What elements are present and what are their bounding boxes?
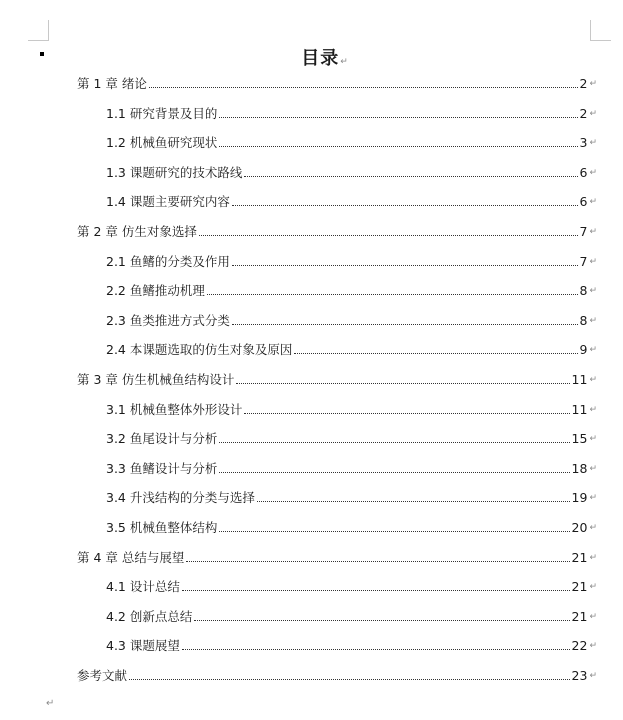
toc-entry-title: 2.3 鱼类推进方式分类	[106, 312, 230, 328]
return-mark-icon: ↵	[589, 375, 597, 385]
toc-dot-leader	[219, 442, 569, 443]
toc-entry[interactable]	[106, 192, 597, 210]
toc-entry-title: 1.3 课题研究的技术路线	[106, 164, 243, 180]
toc-entry-title: 2.2 鱼鳍推动机理	[106, 283, 205, 299]
toc-dot-leader	[244, 176, 577, 177]
toc-dot-leader	[182, 590, 570, 591]
toc-entry[interactable]	[77, 370, 597, 388]
return-mark-icon: ↵	[589, 404, 597, 415]
return-mark-icon: ↵	[589, 167, 597, 178]
toc-entry-title: 第 2 章 仿生对象选择	[77, 224, 197, 239]
return-mark-icon: ↵	[589, 108, 597, 119]
toc-entry-page-number: 2	[579, 76, 588, 91]
return-mark-icon: ↵	[589, 552, 597, 563]
toc-dot-leader	[219, 146, 577, 147]
toc-entry-title: 2.4 本课题选取的仿生对象及原因	[106, 342, 293, 358]
return-mark-icon: ↵	[589, 286, 597, 297]
toc-entry-page-number: 3	[579, 135, 588, 151]
return-mark-icon: ↵	[589, 227, 597, 237]
toc-dot-leader	[199, 235, 578, 236]
return-mark-icon: ↵	[340, 57, 349, 67]
toc-entry-page-number: 2	[579, 105, 588, 121]
toc-dot-leader	[219, 472, 569, 473]
toc-entry-page-number: 7	[579, 253, 588, 269]
toc-entry-page-number: 6	[579, 164, 588, 180]
toc-dot-leader	[186, 561, 569, 562]
toc-entry-title: 3.3 鱼鳍设计与分析	[106, 460, 218, 476]
toc-entry-title: 1.1 研究背景及目的	[106, 105, 218, 121]
toc-entry[interactable]	[106, 281, 597, 299]
toc-entry[interactable]	[77, 548, 597, 566]
toc-entry-page-number: 21	[571, 579, 588, 595]
toc-dot-leader	[182, 649, 570, 650]
return-mark-icon: ↵	[589, 523, 597, 533]
toc-entry-title: 第 1 章 绪论	[77, 76, 147, 91]
toc-dot-leader	[294, 353, 577, 354]
toc-dot-leader	[129, 679, 570, 680]
toc-entry[interactable]	[106, 252, 597, 270]
toc-entry[interactable]	[77, 74, 597, 92]
toc-entry-title: 4.2 创新点总结	[106, 608, 193, 624]
toc-entry-page-number: 7	[579, 224, 588, 239]
toc-dot-leader	[194, 620, 569, 621]
toc-entry[interactable]	[106, 607, 597, 625]
toc-entry-title: 参考文献	[77, 668, 128, 683]
return-mark-icon: ↵	[589, 463, 597, 474]
toc-dot-leader	[236, 383, 569, 384]
toc-dot-leader	[232, 265, 578, 266]
toc-entry-page-number: 11	[571, 372, 588, 387]
toc-entry[interactable]	[106, 518, 597, 536]
toc-entry[interactable]	[106, 311, 597, 329]
toc-entry[interactable]	[106, 429, 597, 447]
toc-entry-title: 1.4 课题主要研究内容	[106, 194, 230, 210]
toc-dot-leader	[219, 531, 569, 532]
toc-dot-leader	[232, 324, 578, 325]
toc-entry[interactable]	[77, 222, 597, 240]
toc-entry-title: 第 3 章 仿生机械鱼结构设计	[77, 372, 235, 387]
return-mark-icon: ↵	[589, 434, 597, 445]
toc-entry-title: 2.1 鱼鳍的分类及作用	[106, 253, 230, 269]
toc-entry[interactable]	[106, 577, 597, 595]
return-mark-icon: ↵	[589, 197, 597, 208]
toc-entry-page-number: 15	[571, 431, 588, 447]
toc-dot-leader	[207, 294, 578, 295]
toc-entry-page-number: 11	[571, 401, 588, 417]
toc-entry-page-number: 23	[571, 668, 588, 683]
return-mark-icon: ↵	[589, 138, 597, 149]
toc-dot-leader	[219, 117, 577, 118]
toc-dot-leader	[257, 501, 570, 502]
toc-entry-page-number: 19	[571, 490, 588, 506]
toc-entry[interactable]	[106, 459, 597, 477]
return-mark-icon: ↵	[589, 582, 597, 593]
return-mark-icon: ↵	[589, 641, 597, 652]
toc-entry-page-number: 21	[571, 608, 588, 624]
toc-entry[interactable]	[106, 340, 597, 358]
toc-entry-page-number: 8	[579, 312, 588, 328]
toc-dot-leader	[232, 205, 578, 206]
toc-entry[interactable]	[106, 133, 597, 151]
toc-entry[interactable]	[106, 636, 597, 654]
toc-entry-title: 4.1 设计总结	[106, 579, 180, 595]
toc-entry[interactable]	[106, 488, 597, 506]
toc-dot-leader	[244, 413, 569, 414]
return-mark-icon: ↵	[589, 345, 597, 356]
return-mark-icon: ↵	[589, 256, 597, 267]
toc-entry-title: 1.2 机械鱼研究现状	[106, 135, 218, 151]
toc-entry-page-number: 22	[571, 638, 588, 654]
return-mark-icon: ↵	[589, 671, 597, 681]
return-mark-icon: ↵	[589, 611, 597, 622]
toc-entry-title: 3.5 机械鱼整体结构	[106, 520, 218, 535]
toc-entry-title: 第 4 章 总结与展望	[77, 549, 185, 565]
toc-entry-title: 3.2 鱼尾设计与分析	[106, 431, 218, 447]
toc-entry[interactable]	[77, 666, 597, 684]
toc-entry-page-number: 9	[579, 342, 588, 358]
toc-entry[interactable]	[106, 163, 597, 181]
end-return-mark-icon: ↵	[46, 698, 55, 709]
return-mark-icon: ↵	[589, 315, 597, 326]
toc-title-text: 目录	[301, 48, 340, 69]
return-mark-icon: ↵	[589, 493, 597, 504]
toc-entry-title: 4.3 课题展望	[106, 638, 180, 654]
toc-entry[interactable]	[106, 104, 597, 122]
toc-entry[interactable]	[106, 400, 597, 418]
toc-dot-leader	[149, 87, 578, 88]
toc-entry-title: 3.1 机械鱼整体外形设计	[106, 401, 243, 417]
toc-entry-page-number: 6	[579, 194, 588, 210]
toc-entry-page-number: 20	[571, 520, 588, 535]
toc-entry-page-number: 18	[571, 460, 588, 476]
return-mark-icon: ↵	[589, 79, 597, 89]
toc-entry-page-number: 8	[579, 283, 588, 299]
toc-entry-page-number: 21	[571, 549, 588, 565]
toc-entry-title: 3.4 升浅结构的分类与选择	[106, 490, 255, 506]
